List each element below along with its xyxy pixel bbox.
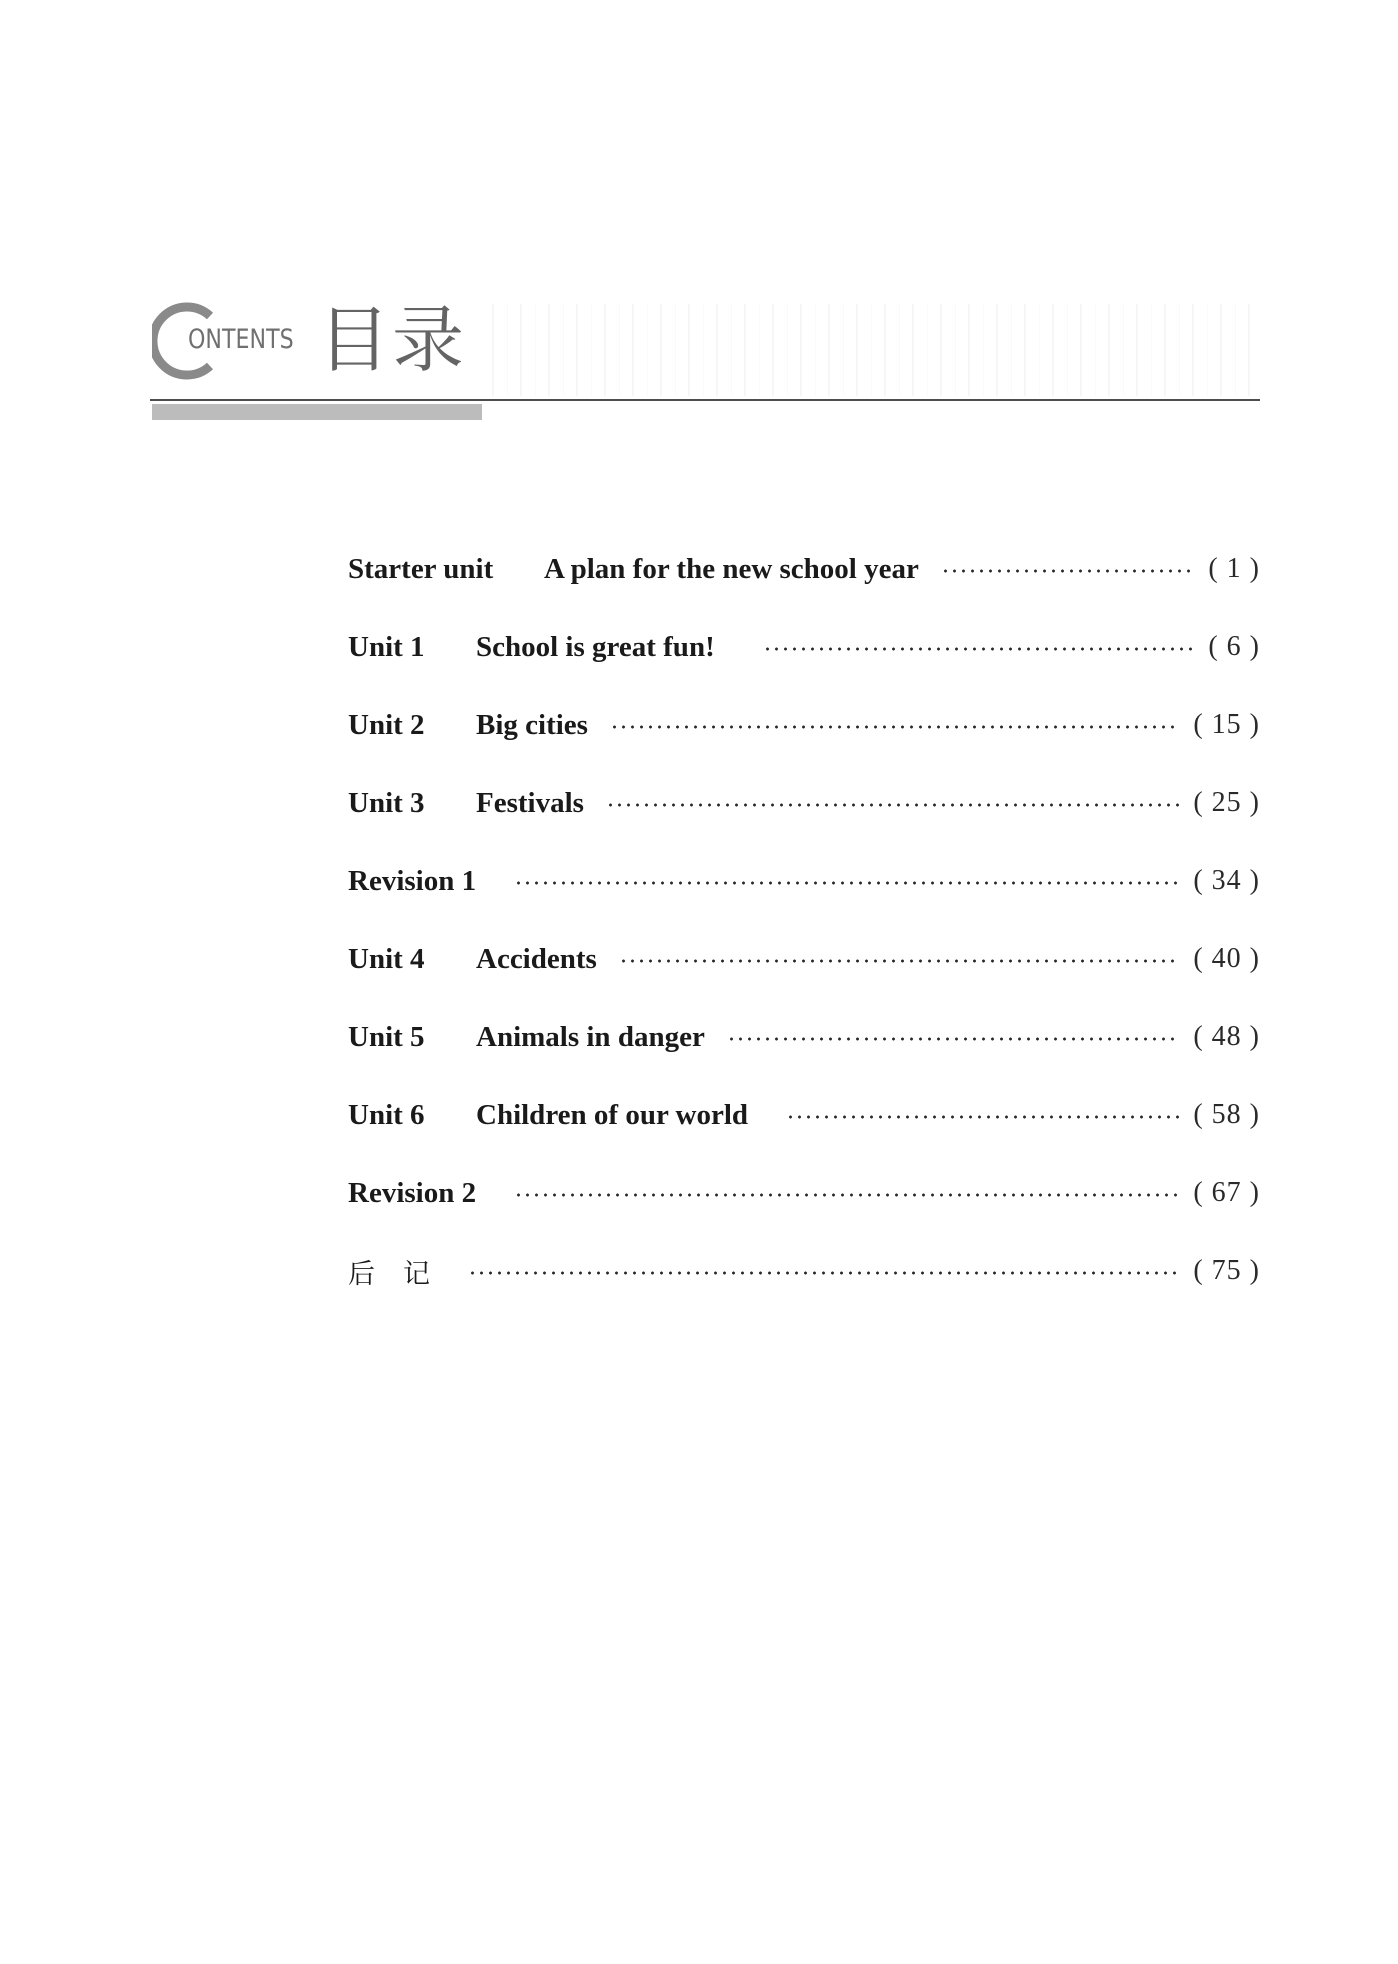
toc-entry-unit-5[interactable] (348, 998, 1260, 1076)
toc-entry-label: Starter unit (348, 552, 494, 585)
header-rule-line (150, 399, 1260, 401)
toc-entry-title: Children of our world (476, 1098, 749, 1131)
toc-entry-title: School is great fun! (476, 630, 715, 663)
table-of-contents (348, 530, 1260, 1310)
toc-entry-label: Unit 1 (348, 630, 425, 663)
contents-logo (150, 296, 470, 396)
toc-dot-leader (619, 959, 1180, 963)
contents-header (150, 296, 1260, 426)
toc-entry-label: Unit 6 (348, 1098, 425, 1131)
toc-entry-revision-2[interactable] (348, 1154, 1260, 1232)
toc-dot-leader (606, 803, 1179, 807)
toc-entry-unit-1[interactable] (348, 608, 1260, 686)
logo-word: ONTENTS (188, 324, 294, 355)
logo-chinese-title: 目录 (318, 298, 467, 382)
toc-entry-page: ( 25 ) (1193, 787, 1260, 818)
toc-entry-afterword[interactable] (348, 1232, 1260, 1310)
toc-entry-page: ( 1 ) (1208, 553, 1260, 584)
toc-entry-page: ( 34 ) (1193, 865, 1260, 896)
toc-dot-leader (941, 569, 1194, 573)
toc-entry-label: Revision 1 (348, 864, 477, 897)
toc-dot-leader (763, 647, 1195, 651)
toc-entry-page: ( 6 ) (1208, 631, 1260, 662)
toc-dot-leader (786, 1115, 1179, 1119)
toc-dot-leader (468, 1271, 1179, 1275)
toc-entry-page: ( 40 ) (1193, 943, 1260, 974)
toc-entry-label: 后记 (348, 1258, 458, 1290)
toc-entry-label: Unit 2 (348, 708, 425, 741)
toc-entry-label: Revision 2 (348, 1176, 477, 1209)
toc-entry-title: Festivals (476, 786, 584, 819)
toc-entry-label: Unit 5 (348, 1020, 425, 1053)
toc-entry-page: ( 67 ) (1193, 1177, 1260, 1208)
header-stripe-pattern (480, 304, 1260, 396)
toc-entry-title: Accidents (476, 942, 597, 975)
header-rule-bar (152, 404, 482, 420)
toc-entry-title: A plan for the new school year (544, 552, 919, 585)
toc-entry-label: Unit 3 (348, 786, 425, 819)
toc-dot-leader (514, 881, 1179, 885)
toc-entry-unit-3[interactable] (348, 764, 1260, 842)
toc-entry-revision-1[interactable] (348, 842, 1260, 920)
toc-entry-title: Big cities (476, 708, 588, 741)
toc-entry-page: ( 15 ) (1193, 709, 1260, 740)
toc-entry-unit-6[interactable] (348, 1076, 1260, 1154)
toc-dot-leader (610, 725, 1179, 729)
toc-entry-page: ( 58 ) (1193, 1099, 1260, 1130)
toc-entry-unit-2[interactable] (348, 686, 1260, 764)
toc-entry-page: ( 75 ) (1193, 1255, 1260, 1286)
toc-entry-unit-4[interactable] (348, 920, 1260, 998)
toc-entry-title: Animals in danger (476, 1020, 705, 1053)
toc-entry-starter-unit[interactable] (348, 530, 1260, 608)
toc-entry-label: Unit 4 (348, 942, 425, 975)
toc-dot-leader (514, 1193, 1179, 1197)
toc-dot-leader (727, 1037, 1180, 1041)
toc-entry-page: ( 48 ) (1193, 1021, 1260, 1052)
